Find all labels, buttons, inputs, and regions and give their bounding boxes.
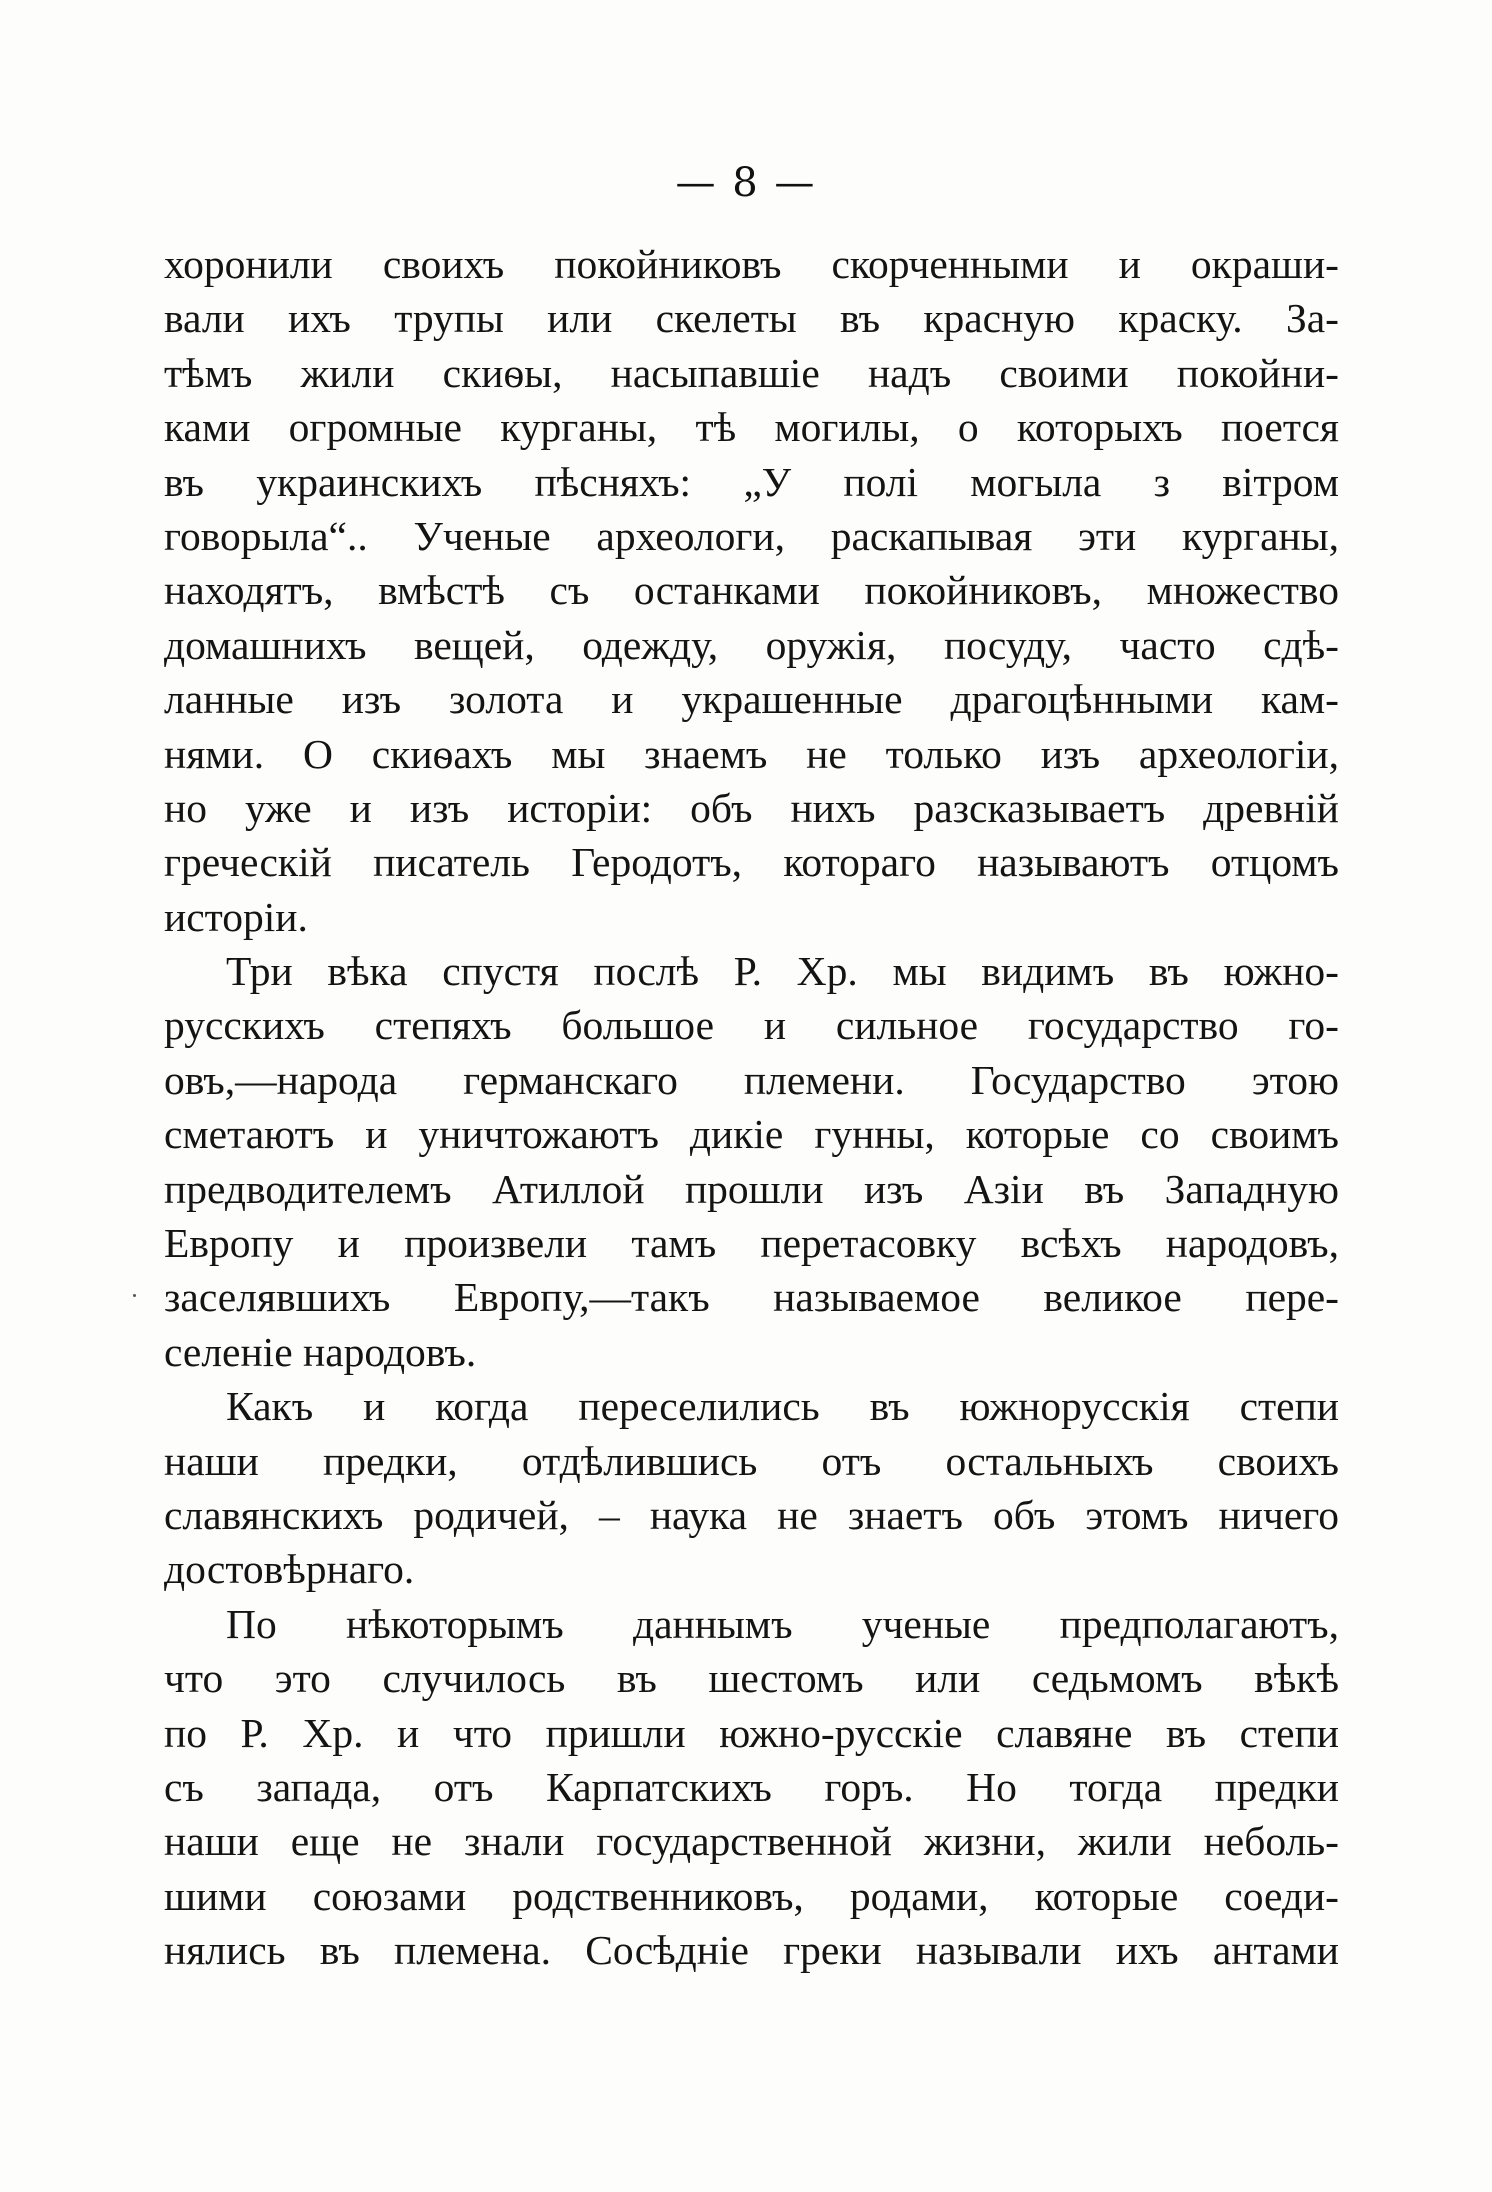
text-line: хоронили своихъ покойниковъ скорченными и окраши-	[164, 241, 1339, 287]
text-line: Какъ и когда переселились въ южнорусскія степи	[226, 1383, 1339, 1430]
text-line: съ запада, отъ Карпатскихъ горъ. Но тогда предки	[164, 1763, 1339, 1810]
text-line: по Р. Хр. и что пришли южно-русскіе славяне въ степи	[164, 1709, 1339, 1756]
text-line: находятъ, вмѣстѣ съ останками покойниковъ, множество	[164, 567, 1339, 614]
text-line: Европу и произвели тамъ перетасовку всѣхъ народовъ,	[164, 1220, 1339, 1267]
text-line: исторіи.	[164, 893, 308, 940]
text-line: Три вѣка спустя послѣ Р. Хр. мы видимъ въ южно-	[226, 948, 1339, 995]
text-line: говорыла“.. Ученые археологи, раскапывая эти курганы,	[164, 512, 1339, 559]
text-line: славянскихъ родичей, – наука не знаетъ объ этомъ ничего	[164, 1491, 1339, 1538]
text-line: тѣмъ жили скиѳы, насыпавшіе надъ своими покойни-	[164, 349, 1339, 396]
text-line: сметаютъ и уничтожаютъ дикіе гунны, которые со своимъ	[164, 1111, 1339, 1158]
ink-speck	[133, 1294, 136, 1297]
text-line: но уже и изъ исторіи: объ нихъ разсказываетъ древній	[164, 784, 1339, 831]
text-line: шими союзами родственниковъ, родами, которые соеди-	[164, 1872, 1339, 1919]
text-line: По нѣкоторымъ даннымъ ученые предполагаютъ,	[226, 1600, 1339, 1647]
text-line: домашнихъ вещей, одежду, оружія, посуду, часто сдѣ-	[164, 621, 1339, 668]
text-line: селеніе народовъ.	[164, 1328, 477, 1375]
text-line: греческій писатель Геродотъ, котораго называютъ отцомъ	[164, 839, 1339, 886]
text-line: нями. О скиѳахъ мы знаемъ не только изъ археологіи,	[164, 730, 1339, 777]
text-line: ками огромные курганы, тѣ могилы, о которыхъ поется	[164, 404, 1339, 451]
text-line: ланные изъ золота и украшенные драгоцѣнными кам-	[164, 676, 1339, 723]
text-line: заселявшихъ Европу,—такъ называемое великое пере-	[164, 1274, 1339, 1321]
page-number: — 8 —	[675, 160, 817, 206]
text-line: нялись въ племена. Сосѣдніе греки называли ихъ антами	[164, 1927, 1339, 1974]
text-line: наши предки, отдѣлившись отъ остальныхъ своихъ	[164, 1437, 1339, 1484]
text-line: что это случилось въ шестомъ или седьмомъ вѣкѣ	[164, 1655, 1339, 1702]
text-line: наши еще не знали государственной жизни, жили неболь-	[164, 1818, 1339, 1865]
text-line: предводителемъ Атиллой прошли изъ Азіи въ Западную	[164, 1165, 1339, 1212]
text-line: русскихъ степяхъ большое и сильное государство го-	[164, 1002, 1339, 1049]
text-line: достовѣрнаго.	[164, 1546, 415, 1593]
text-line: въ украинскихъ пѣсняхъ: „У полі могыла з вітром	[164, 458, 1339, 505]
text-line: овъ,—народа германскаго племени. Государство этою	[164, 1056, 1339, 1103]
text-line: вали ихъ трупы или скелеты въ красную краску. За-	[164, 295, 1339, 342]
body-text	[164, 237, 1339, 1978]
